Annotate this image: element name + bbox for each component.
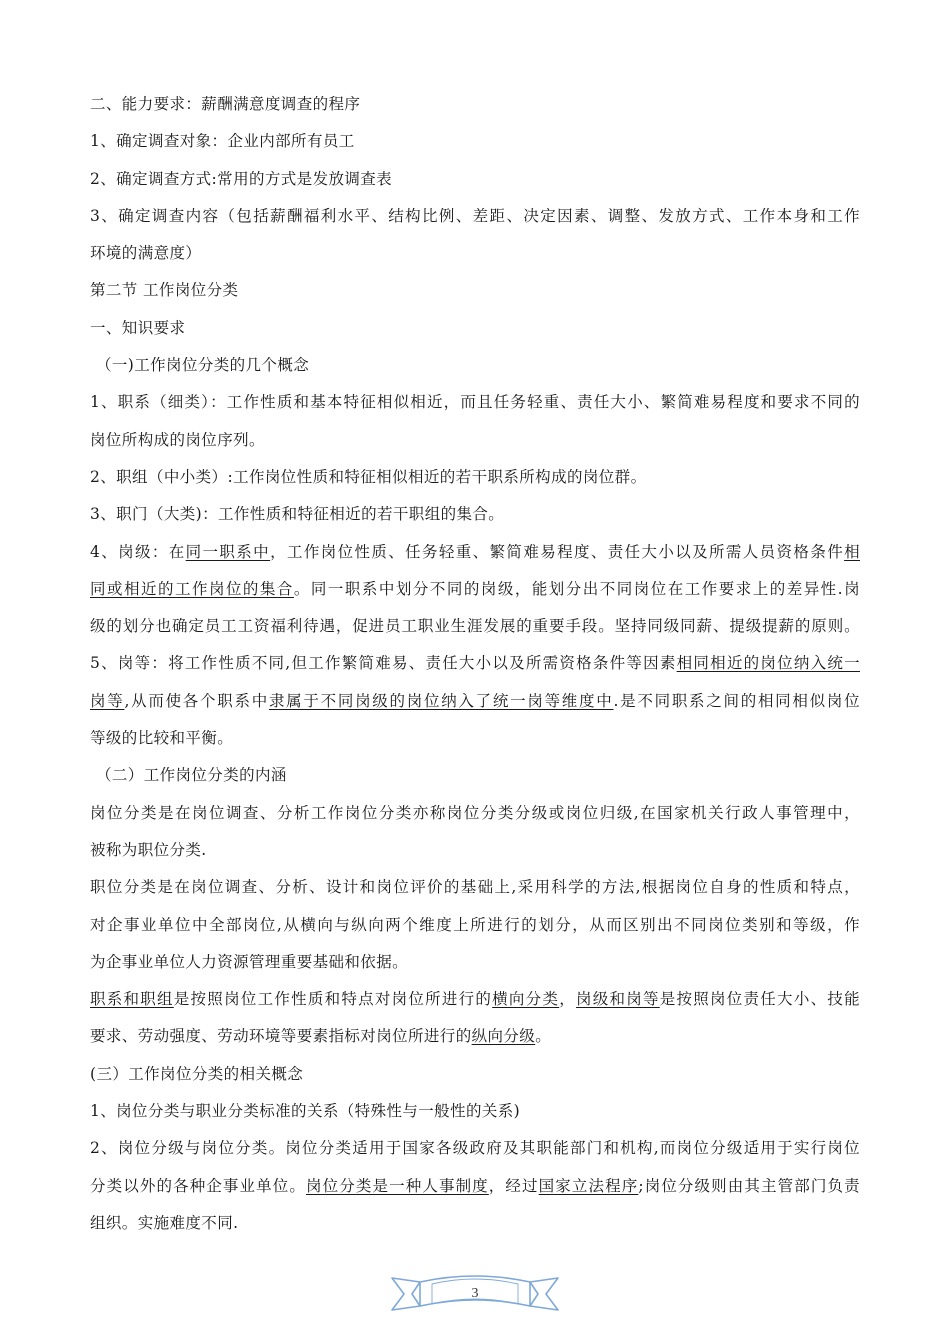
text-line	[90, 534, 860, 571]
text-run: ,从而使各个职系中	[124, 691, 269, 710]
text-line	[90, 1018, 860, 1055]
text-run: ，工作岗位性质、任务轻重、繁简难易程度、责任大小以及所需人员资格条件	[270, 542, 845, 561]
text-run: 要求、劳动强度、劳动环境等要素指标对岗位所进行的	[90, 1027, 472, 1046]
subsection-heading: 一、知识要求	[90, 318, 186, 337]
subsection-heading: （一)工作岗位分类的几个概念	[96, 356, 310, 375]
text-line	[90, 645, 860, 682]
underlined-term: 相	[844, 542, 860, 561]
text-line: 级的划分也确定员工工资福利待遇，促进员工职业生涯发展的重要手段。坚持同级同薪、提级提薪的原则。	[90, 617, 860, 636]
subsection-heading: (三）工作岗位分类的相关概念	[90, 1064, 304, 1083]
text-run: 。同一职系中划分不同的岗级，能划分出不同岗位在工作要求上的差异性.岗	[293, 579, 860, 598]
underlined-term: 横向分类	[492, 990, 560, 1009]
text-line	[90, 1168, 860, 1205]
text-line: 为企事业单位人力资源管理重要基础和依据。	[90, 952, 409, 971]
text-line: 对企事业单位中全部岗位,从横向与纵向两个维度上所进行的划分，从而区别出不同岗位类别和等级，作	[90, 915, 860, 934]
underlined-term: 职系和职组	[90, 990, 174, 1009]
underlined-term: 同一职系中	[185, 542, 271, 561]
text-line: 等级的比较和平衡。	[90, 729, 234, 748]
section-heading: 第二节 工作岗位分类	[90, 281, 239, 300]
text-line: 2、职组（中小类）:工作岗位性质和特征相似相近的若干职系所构成的岗位群。	[90, 467, 647, 486]
text-line: 组织。实施难度不同.	[90, 1213, 239, 1232]
text-run: 分类以外的各种企事业单位。	[90, 1176, 307, 1195]
subsection-heading: （二）工作岗位分类的内涵	[96, 766, 287, 785]
page-footer	[390, 1272, 560, 1316]
text-line: 1、确定调查对象：企业内部所有员工	[90, 132, 355, 151]
text-run: 4、岗级：在	[90, 542, 186, 561]
text-run: .是不同职系之间的相同相似岗位	[613, 691, 860, 710]
underlined-term: 岗级和岗等	[575, 990, 660, 1009]
text-line	[90, 981, 860, 1018]
text-line: 3、职门（大类)：工作性质和特征相近的若干职组的集合。	[90, 505, 505, 524]
text-line	[90, 683, 860, 720]
text-run: ，	[559, 990, 576, 1009]
underlined-term: 纵向分级	[471, 1027, 536, 1046]
document-body	[90, 86, 860, 1242]
text-line: 3、确定调查内容（包括薪酬福利水平、结构比例、差距、决定因素、调整、发放方式、工作本身和工作	[90, 206, 860, 225]
underlined-term: 岗位分类是一种人事制度	[306, 1176, 489, 1195]
text-run: 。	[535, 1027, 552, 1046]
underlined-term: 国家立法程序	[538, 1176, 639, 1195]
text-line: 职位分类是在岗位调查、分析、设计和岗位评价的基础上,采用科学的方法,根据岗位自身的性质和特点，	[90, 878, 860, 897]
text-line: 2、岗位分级与岗位分类。岗位分类适用于国家各级政府及其职能部门和机构,而岗位分级适用于实行岗位	[90, 1139, 860, 1158]
text-run: 是按照岗位责任大小、技能	[659, 990, 860, 1009]
text-run: 5、岗等：将工作性质不同,但工作繁简难易、责任大小以及所需资格条件等因素	[90, 654, 677, 673]
text-line: 岗位所构成的岗位序列。	[90, 430, 265, 449]
text-line	[90, 571, 860, 608]
page-number: 3	[471, 1286, 479, 1301]
text-line: 岗位分类是在岗位调查、分析工作岗位分类亦称岗位分类分级或岗位归级,在国家机关行政人事管理中，	[90, 803, 860, 822]
text-run: 是按照岗位工作性质和特点对岗位所进行的	[173, 990, 493, 1009]
text-run: ;岗位分级则由其主管部门负责	[638, 1176, 860, 1195]
text-line: 1、岗位分类与职业分类标准的关系（特殊性与一般性的关系)	[90, 1102, 521, 1121]
underlined-term: 相同相近的岗位纳入统一	[676, 654, 860, 673]
text-line: 环境的满意度）	[90, 244, 202, 263]
underlined-term: 隶属于不同岗级的岗位纳入了统一岗等维度中	[268, 691, 614, 710]
underlined-term: 岗等	[90, 691, 125, 710]
text-line: 二、能力要求：薪酬满意度调查的程序	[90, 95, 361, 113]
text-line: 1、职系（细类）：工作性质和基本特征相似相近，而且任务轻重、责任大小、繁简难易程度和要求不同的	[90, 393, 860, 412]
underlined-term: 同或相近的工作岗位的集合	[90, 579, 294, 598]
text-run: ，经过	[488, 1176, 539, 1195]
text-line: 被称为职位分类.	[90, 840, 207, 859]
text-line: 2、确定调查方式:常用的方式是发放调查表	[90, 169, 393, 188]
